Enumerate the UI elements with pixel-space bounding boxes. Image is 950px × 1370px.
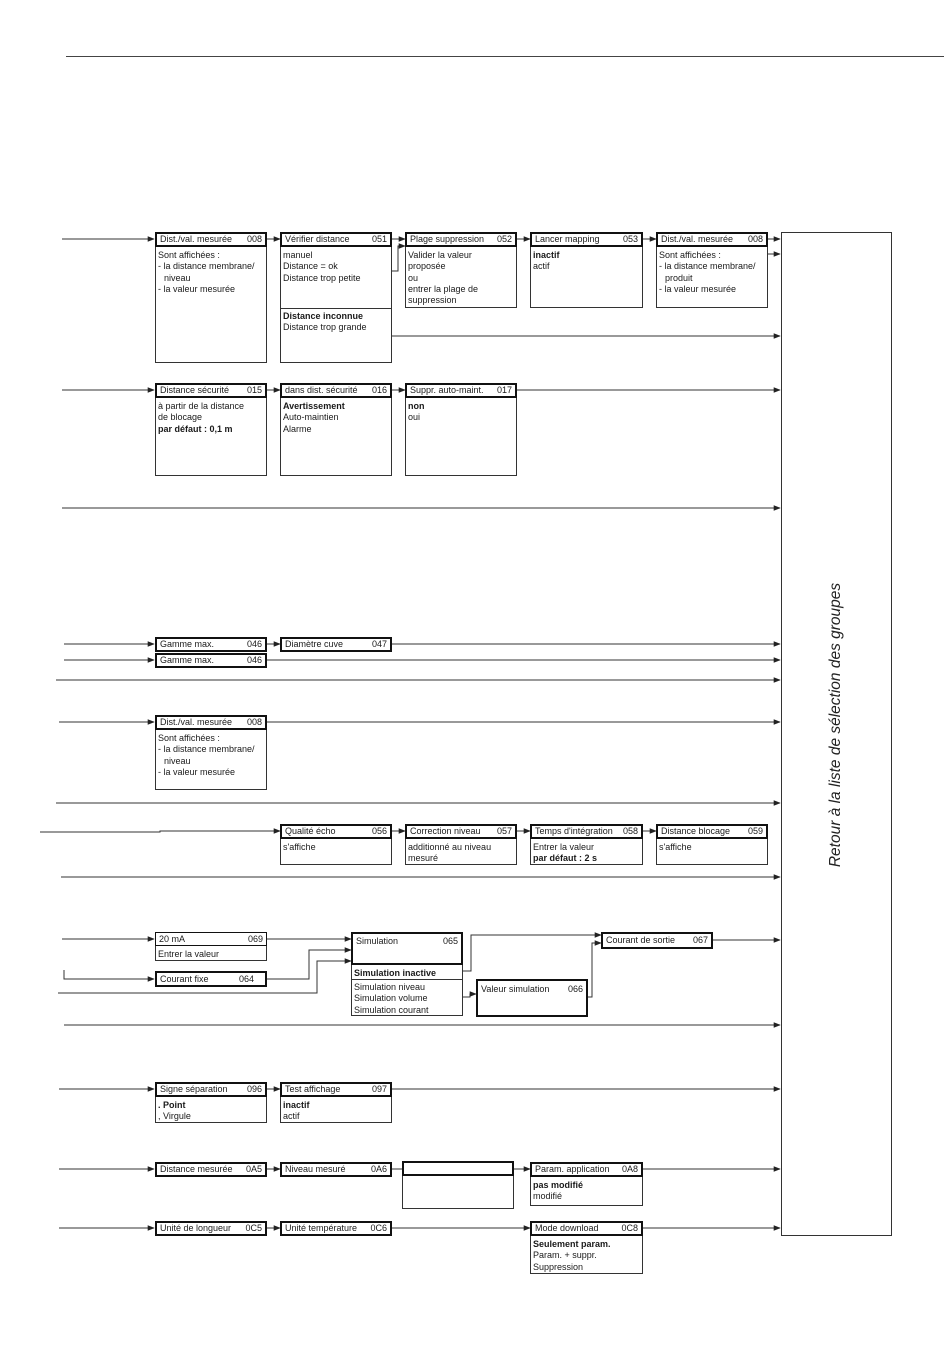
block-line: additionné au niveau	[408, 842, 492, 852]
block-name: Dist./val. mesurée	[661, 234, 734, 244]
block-body	[656, 840, 695, 855]
block-header	[155, 715, 267, 730]
block-code: 015	[246, 385, 262, 395]
block-line: pas modifié	[533, 1180, 584, 1190]
arrow	[64, 970, 154, 979]
arrow	[463, 994, 476, 997]
block-body	[405, 248, 481, 308]
block-header	[530, 1221, 643, 1236]
block-line: actif	[533, 261, 550, 272]
block-code: 057	[496, 826, 512, 836]
block-name: Suppr. auto-maint.	[410, 385, 484, 395]
block-line: Sont affichées :	[659, 250, 721, 260]
block-code: 051	[371, 234, 387, 244]
block-code: 0C6	[370, 1223, 387, 1233]
block-code: 008	[246, 717, 262, 727]
block-valeur-simulation[interactable]	[476, 979, 588, 1017]
block-line: mesuré	[408, 853, 439, 864]
block-header	[405, 383, 517, 398]
block-code: 053	[622, 234, 638, 244]
block-unite-temperature[interactable]	[280, 1221, 392, 1236]
block-code: 052	[496, 234, 512, 244]
block-name: Gamme max.	[160, 655, 215, 665]
block-code: 047	[371, 639, 387, 649]
block-name: Gamme max.	[160, 639, 215, 649]
block-unite-longueur[interactable]	[155, 1221, 267, 1236]
block-name: Unité de longueur	[160, 1223, 232, 1233]
block-body	[530, 1178, 586, 1205]
block-header	[280, 1082, 392, 1097]
block-body	[530, 1237, 614, 1275]
block-line: Simulation courant	[354, 1004, 429, 1015]
block-line: niveau	[164, 272, 191, 283]
block-name: Dist./val. mesurée	[160, 717, 233, 727]
block-code: 008	[747, 234, 763, 244]
block-header	[155, 383, 267, 398]
block-header	[155, 932, 267, 946]
block-code: 066	[567, 984, 583, 994]
block-code: 017	[496, 385, 512, 395]
block-line: - la distance membrane/	[158, 744, 255, 755]
block-body	[280, 248, 364, 286]
block-line: - la valeur mesurée	[659, 283, 737, 294]
block-name: Lancer mapping	[535, 234, 600, 244]
block-line: Sont affichées :	[158, 733, 220, 743]
block-line: ou	[408, 272, 419, 283]
block-name: Distance blocage	[661, 826, 731, 836]
block-header	[155, 232, 267, 247]
block-code: 096	[246, 1084, 262, 1094]
block-name: Temps d'intégration	[535, 826, 613, 836]
block-code: 046	[246, 639, 262, 649]
block-body	[280, 309, 370, 336]
block-line: à partir de la distance	[158, 401, 245, 411]
arrow	[463, 935, 601, 971]
block-code: 046	[246, 655, 262, 665]
block-gamme-max-2[interactable]	[155, 653, 267, 668]
block-body	[155, 947, 222, 962]
block-line: Entrer la valeur	[158, 949, 220, 959]
block-header	[280, 232, 392, 247]
block-body	[155, 248, 258, 297]
block-line: produit	[665, 272, 693, 283]
block-niveau-mesure[interactable]	[280, 1162, 392, 1177]
block-line: Avertissement	[283, 401, 345, 411]
block-line: Distance = ok	[283, 261, 338, 272]
return-label: Retour à la liste de sélection des groupes	[827, 582, 844, 868]
block-name: Qualité écho	[285, 826, 336, 836]
block-body	[530, 840, 600, 867]
block-line: Auto-maintien	[283, 412, 339, 423]
block-code: 058	[622, 826, 638, 836]
block-name: Signe séparation	[160, 1084, 228, 1094]
block-name: Mode download	[535, 1223, 599, 1233]
block-name: 20 mA	[159, 933, 186, 944]
block-name: Courant de sortie	[606, 935, 676, 945]
block-name: Param. application	[535, 1164, 610, 1174]
block-name: Niveau mesuré	[285, 1164, 346, 1174]
block-line: suppression	[408, 295, 457, 306]
block-line: par défaut : 0,1 m	[158, 423, 233, 434]
block-code: 065	[442, 936, 458, 946]
block-line: Distance inconnue	[283, 311, 364, 321]
block-line: s'affiche	[659, 842, 692, 852]
block-empty-header	[402, 1161, 514, 1176]
block-name: Diamètre cuve	[285, 639, 344, 649]
block-distance-mesuree[interactable]	[155, 1162, 267, 1177]
arrow	[392, 246, 405, 271]
block-line: modifié	[533, 1191, 563, 1202]
block-header	[530, 824, 643, 839]
block-line: Distance trop petite	[283, 272, 361, 283]
block-courant-fixe[interactable]	[155, 971, 267, 987]
block-line: oui	[408, 412, 421, 423]
block-line: - la distance membrane/	[659, 261, 756, 272]
block-body	[530, 248, 563, 275]
block-header	[280, 824, 392, 839]
block-code: 0A5	[245, 1164, 262, 1174]
block-header	[155, 1082, 267, 1097]
block-body	[155, 731, 258, 780]
block-header	[405, 824, 517, 839]
block-code: 064	[238, 973, 254, 984]
block-line: niveau	[164, 755, 191, 766]
block-line: . Point	[158, 1100, 186, 1110]
block-header	[405, 232, 517, 247]
block-line: actif	[283, 1111, 300, 1122]
block-body	[656, 248, 759, 297]
block-diametre-cuve[interactable]	[280, 637, 392, 652]
block-name: Test affichage	[285, 1084, 341, 1094]
block-body	[280, 1098, 313, 1125]
block-name: dans dist. sécurité	[285, 385, 358, 395]
block-code: 059	[747, 826, 763, 836]
block-code: 0A6	[370, 1164, 387, 1174]
block-name: Dist./val. mesurée	[160, 234, 233, 244]
block-code: 0C5	[245, 1223, 262, 1233]
block-body	[155, 399, 247, 437]
block-line: Param. + suppr.	[533, 1250, 597, 1261]
block-line: Alarme	[283, 423, 312, 434]
block-line: Simulation niveau	[354, 982, 426, 992]
block-code: 016	[371, 385, 387, 395]
block-line: non	[408, 401, 425, 411]
block-name: Valeur simulation	[481, 984, 550, 994]
block-line: , Virgule	[158, 1111, 191, 1122]
arrow	[40, 831, 280, 832]
block-body	[405, 840, 494, 867]
block-line: Sont affichées :	[158, 250, 220, 260]
block-header	[351, 932, 463, 965]
block-code: 008	[246, 234, 262, 244]
block-name: Simulation	[356, 936, 399, 946]
block-line: - la valeur mesurée	[158, 283, 236, 294]
block-line: manuel	[283, 250, 313, 260]
block-line: inactif	[533, 250, 560, 260]
block-code: 097	[371, 1084, 387, 1094]
block-courant-sortie[interactable]	[601, 932, 713, 949]
block-code: 0C8	[621, 1223, 638, 1233]
block-line: par défaut : 2 s	[533, 853, 598, 864]
arrow	[588, 943, 601, 997]
block-body	[351, 980, 432, 1018]
block-line: - la valeur mesurée	[158, 766, 236, 777]
block-name: Correction niveau	[410, 826, 481, 836]
block-code: 056	[371, 826, 387, 836]
block-name: Plage suppression	[410, 234, 485, 244]
block-name: Vérifier distance	[285, 234, 350, 244]
block-gamme-max-1[interactable]	[155, 637, 267, 652]
block-name: Unité température	[285, 1223, 358, 1233]
block-name: Distance sécurité	[160, 385, 230, 395]
block-name: Distance mesurée	[160, 1164, 233, 1174]
block-header	[530, 232, 643, 247]
block-code: 0A8	[621, 1164, 638, 1174]
block-line: Simulation volume	[354, 993, 428, 1004]
block-name: Courant fixe	[160, 973, 209, 984]
block-header	[656, 232, 768, 247]
block-line: Simulation inactive	[354, 968, 437, 978]
block-line: de blocage	[158, 412, 203, 423]
block-line: inactif	[283, 1100, 310, 1110]
block-line: Valider la valeur	[408, 250, 472, 260]
block-header	[280, 383, 392, 398]
block-line: entrer la plage de	[408, 283, 479, 294]
block-line: proposée	[408, 261, 446, 272]
block-line: Distance trop grande	[283, 322, 367, 333]
block-line: - la distance membrane/	[158, 261, 255, 272]
block-code: 069	[247, 933, 263, 944]
block-line: Entrer la valeur	[533, 842, 595, 852]
block-body	[280, 399, 348, 437]
block-line: s'affiche	[283, 842, 316, 852]
block-header	[656, 824, 768, 839]
block-body	[280, 840, 319, 855]
block-line: Seulement param.	[533, 1239, 611, 1249]
block-code: 067	[692, 935, 708, 945]
block-header	[530, 1162, 643, 1177]
block-line: Suppression	[533, 1261, 584, 1272]
block-body	[405, 399, 428, 426]
arrow	[267, 950, 351, 979]
block-body	[155, 1098, 194, 1125]
